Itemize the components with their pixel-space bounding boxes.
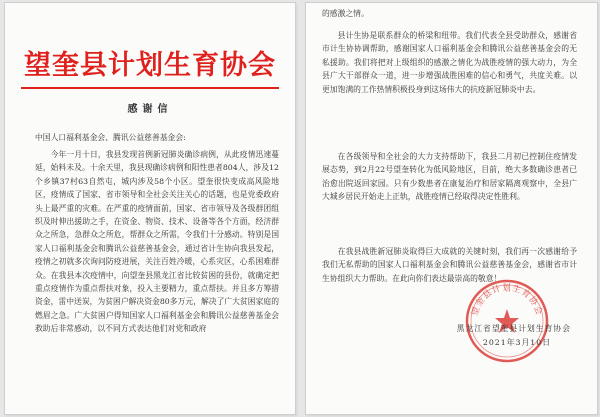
letter-paragraph-2: 在各级领导和全社会的大力支持帮助下，我县二月初已控制住疫情发展态势，到2月22号望奎转化为低风险地区，目前，绝大多数确诊患者已治愈出院返回家园。只有少数患者在康复治疗和居家隔离观察中，全县广大城乡居民开始走上正轨，战胜疫情已经取得决定性胜利。	[322, 152, 577, 202]
letter-paragraph-3: 在我县战胜新冠肺炎取得巨大成就的关键时刻，我们再一次感谢给予我们无私帮助的国家人口福利基金会和腾讯公益慈善基金会，感谢省市计生协组织大力帮助。在此向你们表达最崇高的敬意！	[322, 247, 577, 283]
continued-text: 的感激之情。	[322, 9, 369, 18]
signature-org: 黑龙江省望奎县计划生育协会	[456, 324, 571, 333]
letter-page-2	[305, 2, 598, 415]
letter-page-1	[4, 2, 296, 415]
svg-text:望奎县计划生育协会: 望奎县计划生育协会	[470, 283, 544, 317]
salutation: 中国人口福利基金会、腾讯公益慈善基金会:	[35, 133, 186, 142]
title-divider	[21, 87, 279, 89]
letter-title: 感谢信	[127, 104, 173, 115]
letter-paragraph-1: 县计生协是联系群众的桥梁和纽带。我们代表全县受助群众，感谢省市计生协协调帮助，感谢国家人口福利基金会和腾讯公益慈善基金会的无私援助。我们将把对上级组织的感激之情化为战胜疫情的强大动力，为全县广大干部群众一道，进一步增强战胜困难的信心和勇气，共度关难。以更加饱满的工作热情积极投身到这场伟大的抗疫新冠肺炎中去。	[322, 31, 577, 94]
signature-date: 2021年3月10日	[482, 338, 551, 347]
official-seal-stamp	[464, 278, 550, 364]
letter-body-paragraph: 今年一月十日，我县发现首例新冠肺炎确诊病例，从此疫情迅速蔓延，始料未及。十余天里，我县现确诊病例和阳性患者804人，涉及12个乡镇37村63自然屯，城内涉及58个小区。望奎很快变成高风险地区，疫情成了国家、省市领导和全社会关注关心的话题，也是党委政府头上最严重的灾难。在严重的疫情面前，国家、省市领导及各级群团组织及时伸出援助之手，在资金、物资、技术、设备等各个方面，经济群众之所急，急群众之所危，帮群众之所需，令我们十分感动。特别是国家人口福利基金会和腾讯公益慈善基金会，通过省计生协向我县发起，疫情之初就多次询问防疫进展，关注百姓冷暖，心系灾区，心系困难群众。在我县本次疫情中，向望奎县黑龙江省比较贫困的县份，就确定把重点疫情作为重点帮扶对象，投入主要精力，重点帮扶。并且多方筹措资金，雷中送炭，为贫困户解决资金80多万元，解决了广大贫困家庭的燃眉之急。广大贫困户得知国家人口福利基金会和腾讯公益慈善基金会救助后非常感动，以不同方式表达他们对党和政府	[35, 150, 279, 334]
org-title: 望奎县计划生育协会	[24, 50, 276, 81]
